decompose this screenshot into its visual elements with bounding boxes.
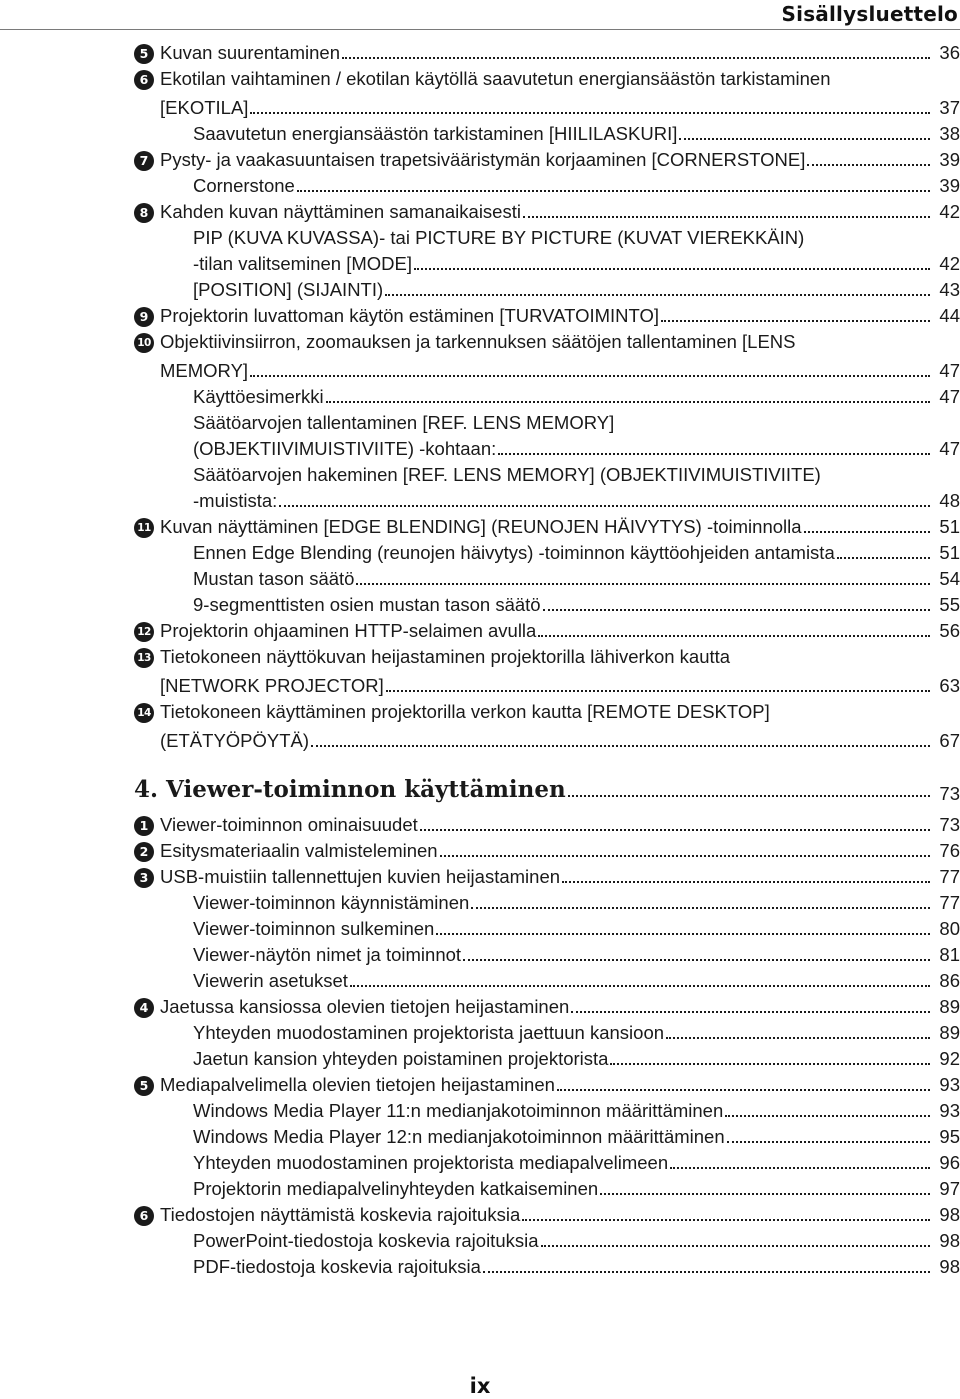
page-number: 42 — [939, 201, 960, 222]
toc-entry[interactable] — [0, 277, 960, 303]
section-number-badge: 13 — [134, 648, 154, 668]
toc-chapter-heading[interactable] — [0, 776, 960, 808]
dot-leader — [661, 320, 930, 322]
toc-entry-title: [EKOTILA] — [160, 97, 249, 118]
toc-entry[interactable] — [0, 462, 960, 514]
dot-leader — [350, 985, 930, 987]
toc-entry[interactable] — [0, 994, 960, 1020]
toc-entry-title: Jaetussa kansiossa olevien tietojen heijastaminen — [160, 996, 570, 1017]
dot-leader — [666, 1037, 930, 1039]
toc-entry[interactable] — [0, 890, 960, 916]
toc-entry-title: Viewer-toiminnon sulkeminen — [193, 918, 435, 939]
dot-leader — [679, 138, 930, 140]
page-number: 77 — [939, 866, 960, 887]
section-number-badge: 8 — [134, 203, 154, 223]
toc-entry-title: Projektorin mediapalvelinyhteyden katkaiseminen — [193, 1178, 599, 1199]
toc-entry[interactable] — [0, 199, 960, 225]
toc-entry[interactable] — [0, 1098, 960, 1124]
toc-entry-title: PowerPoint-tiedostoja koskevia rajoituksia — [193, 1230, 539, 1251]
toc-entry-title: Säätöarvojen tallentaminen [REF. LENS MEMORY] — [193, 412, 615, 433]
page-number: 39 — [939, 175, 960, 196]
dot-leader — [837, 557, 930, 559]
page-number: 92 — [939, 1048, 960, 1069]
toc-entry[interactable] — [0, 147, 960, 173]
toc-entry[interactable] — [0, 1046, 960, 1072]
dot-leader — [463, 959, 930, 961]
toc-entry-title: Projektorin ohjaaminen HTTP-selaimen avulla — [160, 620, 537, 641]
page-number: 77 — [939, 892, 960, 913]
dot-leader — [386, 690, 930, 692]
section-number-badge: 6 — [134, 1206, 154, 1226]
page-number: 36 — [939, 42, 960, 63]
section-number-badge: 12 — [134, 622, 154, 642]
toc-entry[interactable] — [0, 173, 960, 199]
page-number: 39 — [939, 149, 960, 170]
toc-entry[interactable] — [0, 592, 960, 618]
chapter-title: 4. Viewer-toiminnon käyttäminen — [134, 776, 566, 803]
toc-entry-title: Viewer-toiminnon käynnistäminen — [193, 892, 470, 913]
toc-entry-title: Ekotilan vaihtaminen / ekotilan käytöllä saavutetun energiansäästön tarkistaminen — [160, 68, 831, 89]
dot-leader — [311, 745, 930, 747]
page-number: 98 — [939, 1204, 960, 1225]
toc-entry[interactable] — [0, 1150, 960, 1176]
toc-entry-title: PIP (KUVA KUVASSA)- tai PICTURE BY PICTURE (KUVAT VIEREKKÄIN) — [193, 227, 805, 248]
page-footer-number: ix — [469, 1374, 491, 1398]
toc-entry[interactable] — [0, 1072, 960, 1098]
toc-entry[interactable] — [0, 1228, 960, 1254]
toc-entry-title: Viewerin asetukset — [193, 970, 348, 991]
page-number: 73 — [939, 814, 960, 835]
dot-leader — [297, 190, 930, 192]
page-number: 97 — [939, 1178, 960, 1199]
section-number-badge: 9 — [134, 307, 154, 327]
toc-entry-title: Saavutetun energiansäästön tarkistaminen [HIILILASKURI] — [193, 123, 678, 144]
dot-leader — [727, 1141, 930, 1143]
toc-entry-title: Projektorin luvattoman käytön estäminen [TURVATOIMINTO] — [160, 305, 660, 326]
dot-leader — [562, 881, 930, 883]
toc-entry-title: Ennen Edge Blending (reunojen häivytys) -toiminnon käyttöohjeiden antamista — [193, 542, 835, 563]
header-rule — [0, 29, 960, 30]
toc-entry[interactable] — [0, 1254, 960, 1280]
page-number: 73 — [939, 783, 960, 804]
page-number: 81 — [939, 944, 960, 965]
toc-entry-title: Säätöarvojen hakeminen [REF. LENS MEMORY] (OBJEKTIIVIMUISTIVIITE) — [193, 464, 821, 485]
page-number: 93 — [939, 1074, 960, 1095]
toc-entry[interactable] — [0, 225, 960, 277]
toc-entry-title: -tilan valitseminen [MODE] — [193, 253, 412, 274]
toc-entry-title: (ETÄTYÖPÖYTÄ) — [160, 730, 310, 751]
toc-entry-title: PDF-tiedostoja koskevia rajoituksia — [193, 1256, 481, 1277]
page-number: 44 — [939, 305, 960, 326]
page-number: 43 — [939, 279, 960, 300]
page-number: 76 — [939, 840, 960, 861]
dot-leader — [279, 505, 930, 507]
dot-leader — [414, 268, 930, 270]
toc-entry[interactable] — [0, 838, 960, 864]
toc-entry[interactable] — [0, 329, 960, 384]
dot-leader — [436, 933, 930, 935]
page-number: 96 — [939, 1152, 960, 1173]
toc-entry-title: -muistista: — [193, 490, 278, 511]
toc-entry[interactable] — [0, 1124, 960, 1150]
toc-entry[interactable] — [0, 812, 960, 838]
toc-entry-title: Windows Media Player 12:n medianjakotoiminnon määrittäminen — [193, 1126, 725, 1147]
dot-leader — [471, 907, 930, 909]
dot-leader — [523, 216, 930, 218]
page-number: 47 — [939, 386, 960, 407]
toc-entry-title: Viewer-näytön nimet ja toiminnot — [193, 944, 462, 965]
toc-entry-title: Kuvan näyttäminen [EDGE BLENDING] (REUNOJEN HÄIVYTYS) -toiminnolla — [160, 516, 802, 537]
toc-entry-title: [NETWORK PROJECTOR] — [160, 675, 384, 696]
dot-leader — [326, 401, 930, 403]
toc-entry[interactable] — [0, 1202, 960, 1228]
toc-entry[interactable] — [0, 566, 960, 592]
dot-leader — [538, 635, 930, 637]
page-number: 38 — [939, 123, 960, 144]
dot-leader — [250, 112, 930, 114]
toc-entry-title: Tietokoneen näyttökuvan heijastaminen projektorilla lähiverkon kautta — [160, 646, 731, 667]
dot-leader — [557, 1089, 930, 1091]
toc-entry[interactable] — [0, 1176, 960, 1202]
section-number-badge: 14 — [134, 703, 154, 723]
section-number-badge: 11 — [134, 518, 154, 538]
page-number: 55 — [939, 594, 960, 615]
page-number: 89 — [939, 1022, 960, 1043]
dot-leader — [670, 1167, 930, 1169]
toc-entry[interactable] — [0, 942, 960, 968]
page-number: 51 — [939, 542, 960, 563]
page-number: 51 — [939, 516, 960, 537]
toc-entry-title: USB-muistiin tallennettujen kuvien heijastaminen — [160, 866, 561, 887]
page-number: 56 — [939, 620, 960, 641]
page-number: 54 — [939, 568, 960, 589]
dot-leader — [600, 1193, 930, 1195]
table-of-contents — [0, 40, 960, 1280]
toc-entry-title: Cornerstone — [193, 175, 295, 196]
page-number: 98 — [939, 1230, 960, 1251]
dot-leader — [804, 531, 930, 533]
dot-leader — [498, 453, 930, 455]
page-number: 67 — [939, 730, 960, 751]
toc-entry[interactable] — [0, 1020, 960, 1046]
toc-entry-title: Pysty- ja vaakasuuntaisen trapetsivääristymän korjaaminen [CORNERSTONE] — [160, 149, 806, 170]
dot-leader — [385, 294, 930, 296]
toc-entry[interactable] — [0, 303, 960, 329]
dot-leader — [541, 1245, 930, 1247]
toc-entry[interactable] — [0, 699, 960, 754]
toc-entry[interactable] — [0, 514, 960, 540]
toc-entry-title: Mustan tason säätö — [193, 568, 355, 589]
toc-entry-title: Yhteyden muodostaminen projektorista mediapalvelimeen — [193, 1152, 669, 1173]
dot-leader — [483, 1271, 930, 1273]
toc-entry[interactable] — [0, 540, 960, 566]
page-number: 47 — [939, 360, 960, 381]
toc-entry-title: Objektiivinsiirron, zoomauksen ja tarkennuksen säätöjen tallentaminen [LENS — [160, 331, 796, 352]
section-number-badge: 5 — [134, 44, 154, 64]
section-number-badge: 3 — [134, 868, 154, 888]
toc-entry-title: (OBJEKTIIVIMUISTIVIITE) -kohtaan: — [193, 438, 497, 459]
toc-entry[interactable] — [0, 916, 960, 942]
page-number: 47 — [939, 438, 960, 459]
toc-entry[interactable] — [0, 66, 960, 121]
toc-entry-title: Tietokoneen käyttäminen projektorilla verkon kautta [REMOTE DESKTOP] — [160, 701, 770, 722]
toc-entry-title: MEMORY] — [160, 360, 249, 381]
page-number: 42 — [939, 253, 960, 274]
page-number: 48 — [939, 490, 960, 511]
page-header — [0, 0, 960, 32]
toc-entry-title: Kuvan suurentaminen — [160, 42, 340, 63]
section-number-badge: 5 — [134, 1076, 154, 1096]
toc-entry-title: Viewer-toiminnon ominaisuudet — [160, 814, 418, 835]
section-number-badge: 7 — [134, 151, 154, 171]
toc-entry[interactable] — [0, 864, 960, 890]
page-number: 93 — [939, 1100, 960, 1121]
dot-leader — [571, 1011, 930, 1013]
dot-leader — [725, 1115, 930, 1117]
toc-entry-title: Kahden kuvan näyttäminen samanaikaisesti — [160, 201, 521, 222]
section-number-badge: 6 — [134, 70, 154, 90]
section-number-badge: 2 — [134, 842, 154, 862]
toc-entry[interactable] — [0, 644, 960, 699]
dot-leader — [610, 1063, 930, 1065]
page-number: 37 — [939, 97, 960, 118]
toc-entry[interactable] — [0, 384, 960, 410]
toc-entry[interactable] — [0, 618, 960, 644]
toc-section-chapter-4 — [0, 812, 960, 1280]
toc-entry-title: [POSITION] (SIJAINTI) — [193, 279, 384, 300]
dot-leader — [440, 855, 930, 857]
section-number-badge: 1 — [134, 816, 154, 836]
toc-entry[interactable] — [0, 121, 960, 147]
page-number: 89 — [939, 996, 960, 1017]
page-number: 95 — [939, 1126, 960, 1147]
toc-entry-title: Jaetun kansion yhteyden poistaminen projektorista — [193, 1048, 609, 1069]
dot-leader — [807, 164, 930, 166]
section-number-badge: 10 — [134, 333, 154, 353]
dot-leader — [356, 583, 930, 585]
toc-entry[interactable] — [0, 40, 960, 66]
dot-leader — [543, 609, 930, 611]
page-number: 63 — [939, 675, 960, 696]
toc-entry-title: Esitysmateriaalin valmisteleminen — [160, 840, 438, 861]
header-title: Sisällysluettelo — [781, 2, 958, 26]
toc-entry-title: Windows Media Player 11:n medianjakotoiminnon määrittäminen — [193, 1100, 724, 1121]
toc-entry-title: Käyttöesimerkki — [193, 386, 324, 407]
toc-entry-title: Mediapalvelimella olevien tietojen heijastaminen — [160, 1074, 555, 1095]
toc-entry-title: 9-segmenttisten osien mustan tason säätö — [193, 594, 541, 615]
toc-entry[interactable] — [0, 968, 960, 994]
dot-leader — [522, 1219, 930, 1221]
dot-leader — [342, 57, 930, 59]
page-number: 98 — [939, 1256, 960, 1277]
toc-entry-title: Tiedostojen näyttämistä koskevia rajoituksia — [160, 1204, 521, 1225]
section-number-badge: 4 — [134, 998, 154, 1018]
dot-leader — [568, 795, 930, 797]
dot-leader — [250, 375, 930, 377]
toc-section-chapter-3 — [0, 40, 960, 754]
dot-leader — [420, 829, 930, 831]
toc-entry[interactable] — [0, 410, 960, 462]
page-number: 86 — [939, 970, 960, 991]
page-number: 80 — [939, 918, 960, 939]
toc-entry-title: Yhteyden muodostaminen projektorista jaettuun kansioon — [193, 1022, 665, 1043]
